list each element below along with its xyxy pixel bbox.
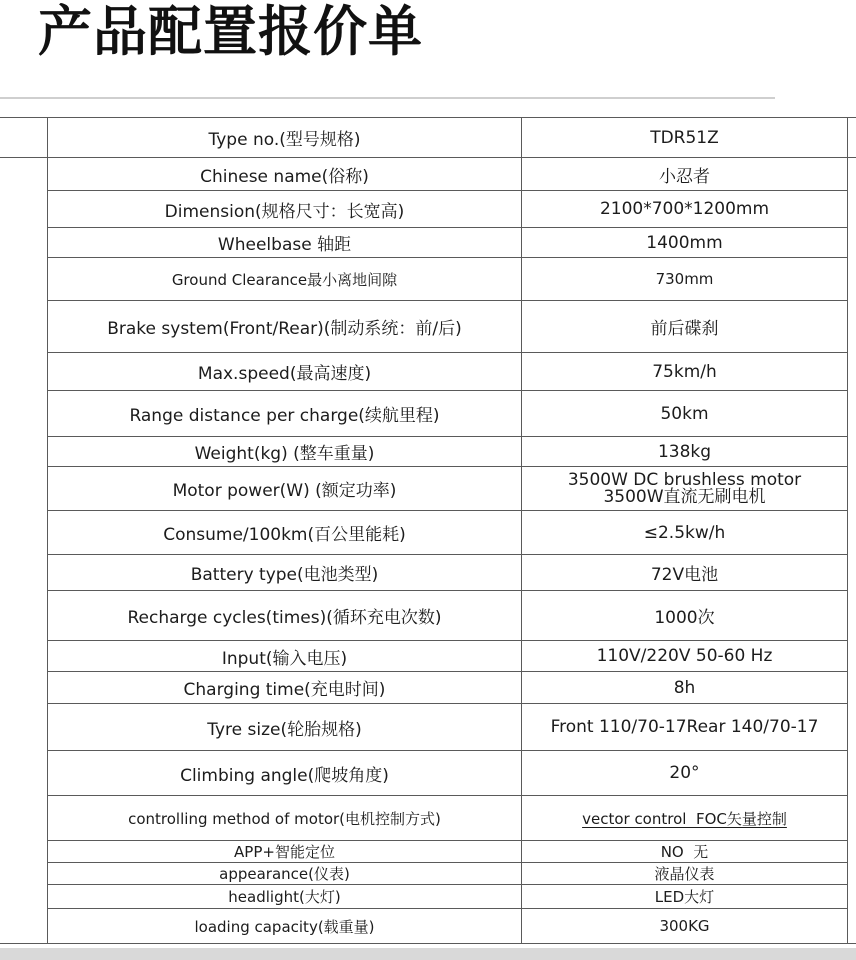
- spec-value: 液晶仪表: [654, 865, 715, 883]
- spec-value: 前后碟刹: [650, 319, 719, 339]
- spec-value: 50km: [660, 403, 709, 424]
- spec-label: Input(输入电压): [221, 648, 348, 669]
- spec-value: 1400mm: [646, 232, 723, 253]
- spec-label: Charging time(充电时间): [183, 680, 386, 700]
- page-title: 产品配置报价单: [38, 0, 423, 63]
- spec-label: Tyre size(轮胎规格): [207, 719, 362, 740]
- title-divider: [0, 97, 775, 99]
- spec-value-text: vector control FOC矢量控制: [582, 809, 787, 828]
- spec-label: Ground Clearance最小离地间隙: [171, 270, 398, 289]
- spec-label: Weight(kg) (整车重量): [194, 444, 375, 464]
- spec-label: appearance(仪表): [219, 865, 350, 883]
- spec-value-line: 3500W直流无刷电机: [603, 486, 766, 507]
- spec-value: 20°: [669, 763, 700, 783]
- spec-label: Dimension(规格尺寸：长宽高): [164, 201, 405, 222]
- spec-value: [522, 796, 847, 840]
- spec-value: LED大灯: [654, 888, 715, 906]
- spec-label: Motor power(W) (额定功率): [172, 481, 397, 501]
- table-row-line: [0, 943, 856, 944]
- spec-label: Max.speed(最高速度): [197, 364, 372, 384]
- spec-label: Brake system(Front/Rear)(制动系统：前/后): [107, 319, 462, 339]
- spec-value: 300KG: [659, 917, 710, 935]
- spec-value: 138kg: [657, 441, 712, 462]
- spec-value: 72V电池: [650, 565, 719, 585]
- spec-label: Chinese name(俗称): [200, 166, 369, 187]
- spec-value-line: 3500W DC brushless motor: [567, 469, 802, 490]
- spec-label: controlling method of motor(电机控制方式): [128, 809, 441, 828]
- spec-value: 730mm: [655, 270, 714, 288]
- spec-label: Battery type(电池类型): [190, 565, 379, 585]
- spec-value: ≤2.5kw/h: [643, 522, 726, 543]
- spec-value: 110V/220V 50-60 Hz: [596, 646, 773, 666]
- spec-label: Type no.(型号规格): [208, 130, 361, 150]
- spec-label: Range distance per charge(续航里程): [129, 406, 440, 426]
- bottom-edge-bar: [0, 948, 856, 960]
- spec-value: [522, 467, 847, 510]
- spec-label: Wheelbase 轴距: [217, 235, 352, 255]
- spec-label: APP+智能定位: [234, 843, 335, 861]
- spec-value: Front 110/70-17Rear 140/70-17: [550, 717, 819, 737]
- spec-value: 75km/h: [652, 361, 717, 382]
- spec-value: TDR51Z: [650, 127, 719, 148]
- spec-label: loading capacity(载重量): [194, 917, 375, 936]
- spec-label: Recharge cycles(times)(循环充电次数): [127, 608, 442, 628]
- table-column-line: [847, 117, 848, 943]
- spec-label: Consume/100km(百公里能耗): [163, 525, 406, 545]
- spec-value: 小忍者: [659, 166, 710, 187]
- spec-value: 2100*700*1200mm: [599, 199, 770, 219]
- spec-label: headlight(大灯): [228, 888, 341, 906]
- spec-value: NO 无: [660, 843, 709, 861]
- spec-label: Climbing angle(爬坡角度): [180, 765, 389, 786]
- spec-value: 8h: [673, 677, 696, 698]
- spec-value: 1000次: [654, 608, 715, 628]
